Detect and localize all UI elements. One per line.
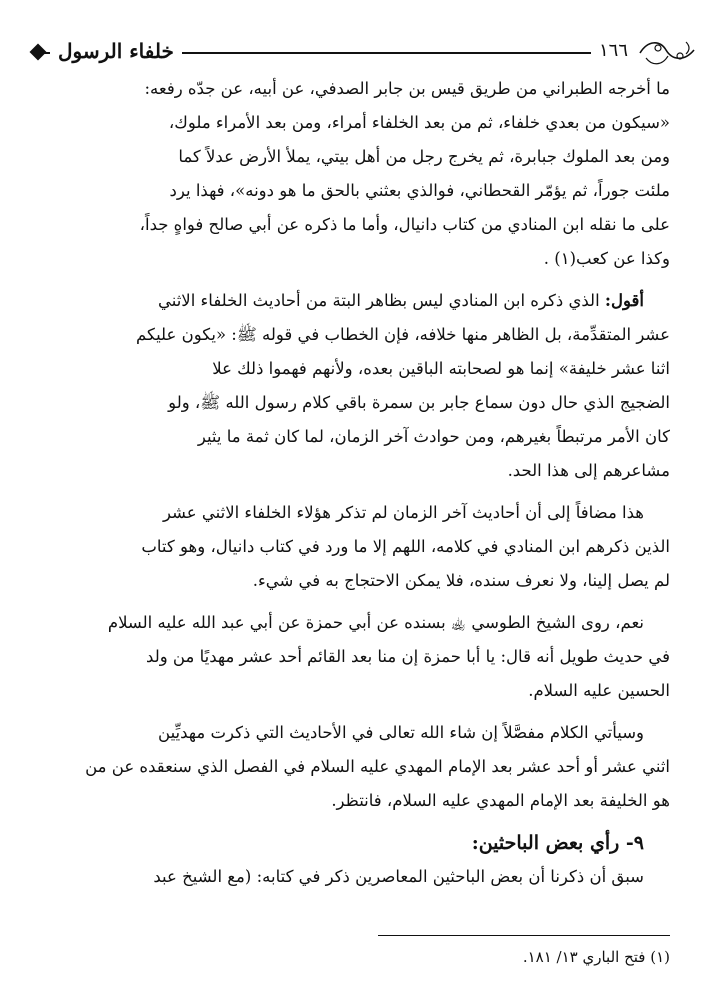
floral-ornament-icon bbox=[638, 36, 696, 70]
page-number: ١٦٦ bbox=[591, 34, 636, 68]
paragraph-3 bbox=[40, 496, 670, 598]
text-line: على ما نقله ابن المنادي من كتاب دانيال، وأما ما ذكره عن أبي صالح فواهٍ جداً، bbox=[139, 215, 670, 234]
section-heading: ٩- رأي بعض الباحثين: bbox=[471, 832, 644, 854]
text-line: كان الأمر مرتبطاً بغيرهم، ومن حوادث آخر الزمان، لما كان ثمة ما يثير bbox=[197, 427, 670, 446]
text-line: لم يصل إلينا، ولا نعرف سنده، فلا يمكن الاحتجاج به في شيء. bbox=[252, 571, 670, 590]
page-header bbox=[30, 34, 696, 74]
text-line: نعم، روى الشيخ الطوسي ﵀ بسنده عن أبي حمزة عن أبي عبد الله عليه السلام bbox=[107, 613, 644, 632]
text-line: في حديث طويل أنه قال: يا أبا حمزة إن منا بعد القائم أحد عشر مهديًا من ولد bbox=[146, 647, 670, 666]
text-line: هذا مضافاً إلى أن أحاديث آخر الزمان لم تذكر هؤلاء الخلفاء الاثني عشر bbox=[162, 503, 644, 522]
text-line: ما أخرجه الطبراني من طريق قيس بن جابر الصدفي، عن أبيه، عن جدّه رفعه: bbox=[144, 79, 670, 98]
paragraph-5 bbox=[40, 716, 670, 818]
text-line: مشاعرهم إلى هذا الحد. bbox=[507, 461, 670, 480]
text-line: الذي ذكره ابن المنادي ليس بظاهر البتة من أحاديث الخلفاء الاثني bbox=[157, 291, 605, 310]
paragraph-2 bbox=[40, 284, 670, 488]
text-line: وكذا عن كعب(١) . bbox=[543, 249, 670, 268]
text-line: وسيأتي الكلام مفصَّلاً إن شاء الله تعالى في الأحاديث التي ذكرت مهديِّين bbox=[158, 723, 644, 742]
text-line: الذين ذكرهم ابن المنادي في كلامه، اللهم إلا ما ورد في كتاب دانيال، وهو كتاب bbox=[141, 537, 670, 556]
text-line: الضجيج الذي حال دون سماع جابر بن سمرة باقي كلام رسول الله ﷺ، ولو bbox=[168, 393, 670, 412]
text-line: الحسين عليه السلام. bbox=[528, 681, 670, 700]
paragraph-1 bbox=[40, 72, 670, 276]
text-line: ومن بعد الملوك جبابرة، ثم يخرج رجل من أهل بيتي، يملأ الأرض عدلاً كما bbox=[178, 147, 670, 166]
text-line: اثنا عشر خليفة» إنما هو لصحابته الباقين بعده، ولأنهم فهموا ذلك علا bbox=[212, 359, 670, 378]
text-line: سبق أن ذكرنا أن بعض الباحثين المعاصرين ذكر في كتابه: (مع الشيخ عبد bbox=[153, 867, 644, 886]
text-line: اثني عشر أو أحد عشر بعد الإمام المهدي عليه السلام في الفصل الذي سنعقده عن من bbox=[85, 757, 670, 776]
book-title: خلفاء الرسول bbox=[50, 34, 182, 68]
paragraph-lead: أقول: bbox=[604, 291, 644, 310]
text-line: «سيكون من بعدي خلفاء، ثم من بعد الخلفاء أمراء، ومن بعد الأمراء ملوك، bbox=[168, 113, 670, 132]
diamond-ornament-icon bbox=[30, 44, 47, 61]
text-line: هو الخليفة بعد الإمام المهدي عليه السلام، فانتظر. bbox=[331, 791, 670, 810]
footnote: (١) فتح الباري ١٣/ ١٨١. bbox=[522, 948, 670, 966]
main-text bbox=[40, 72, 670, 894]
text-line: ملئت جوراً، ثم يؤمّر القحطاني، فوالذي بعثني بالحق ما هو دونه»، فهذا يرد bbox=[169, 181, 670, 200]
footnote-separator bbox=[378, 935, 670, 936]
text-line: عشر المتقدِّمة، بل الظاهر منها خلافه، فإن الخطاب في قوله ﷺ: «يكون عليكم bbox=[135, 325, 670, 344]
paragraph-6 bbox=[40, 860, 670, 894]
paragraph-4 bbox=[40, 606, 670, 708]
